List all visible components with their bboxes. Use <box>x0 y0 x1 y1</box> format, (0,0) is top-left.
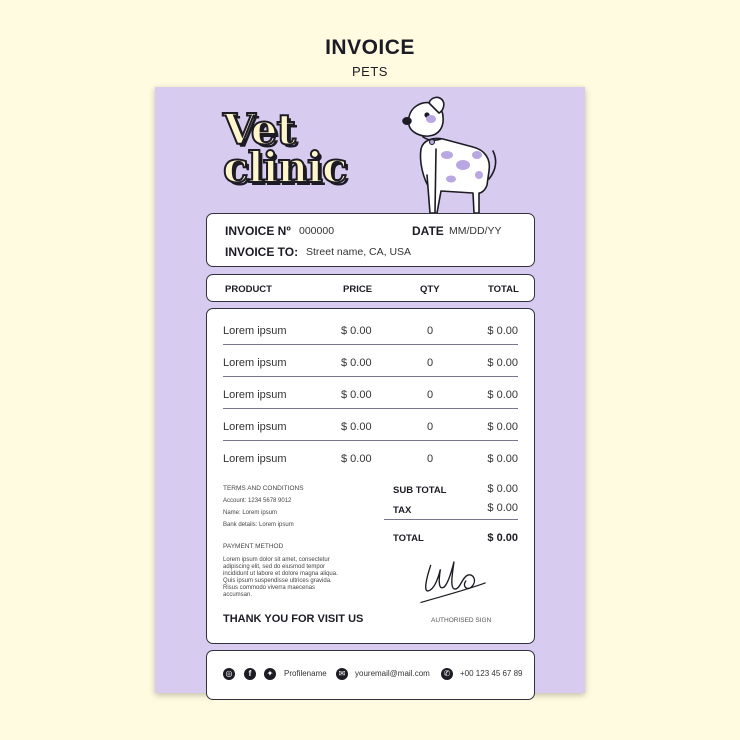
row-total: $ 0.00 <box>487 453 518 465</box>
signature-mark <box>417 557 495 607</box>
clinic-title-line2: clinic <box>223 143 347 192</box>
invoice-number-value: 000000 <box>299 225 335 237</box>
invoice-number-label: INVOICE Nº <box>225 224 291 238</box>
row-qty: 0 <box>427 421 434 433</box>
tax-label: TAX <box>393 505 412 516</box>
row-total: $ 0.00 <box>487 357 518 369</box>
row-product: Lorem ipsum <box>223 325 287 337</box>
row-product: Lorem ipsum <box>223 421 287 433</box>
table-row <box>223 313 518 345</box>
column-header-qty: QTY <box>420 284 440 295</box>
terms-heading: TERMS AND CONDITIONS <box>223 485 304 492</box>
page-title: INVOICE <box>325 36 415 59</box>
mail-icon: ✉ <box>336 668 348 680</box>
row-price: $ 0.00 <box>341 325 372 337</box>
totals-divider <box>384 519 518 520</box>
total-value: $ 0.00 <box>487 532 518 544</box>
facebook-icon[interactable]: f <box>244 668 256 680</box>
row-qty: 0 <box>427 325 434 337</box>
row-total: $ 0.00 <box>487 389 518 401</box>
payment-text: Lorem ipsum dolor sit amet, consectetur adipiscing elit, sed do eiusmod tempor incididunt ut labore et dolore magna aliqua. Quis ipsum suspendisse ultrices gravida. Risus commodo viverra maecenas accumsan. <box>223 557 338 598</box>
twitter-icon[interactable]: ✦ <box>264 668 276 680</box>
dog-illustration <box>401 95 506 215</box>
terms-name: Name: Lorem ipsum <box>223 510 278 516</box>
row-price: $ 0.00 <box>341 453 372 465</box>
page-header <box>0 36 740 79</box>
email-address[interactable]: youremail@mail.com <box>355 669 430 678</box>
row-total: $ 0.00 <box>487 421 518 433</box>
contact-footer-card <box>206 650 535 700</box>
tax-value: $ 0.00 <box>487 502 518 514</box>
column-header-total: TOTAL <box>488 284 519 295</box>
row-total: $ 0.00 <box>487 325 518 337</box>
thank-you-message: THANK YOU FOR VISIT US <box>223 613 364 625</box>
column-header-price: PRICE <box>343 284 373 295</box>
invoice-to-label: INVOICE TO: <box>225 245 299 259</box>
date-label: DATE <box>412 224 444 238</box>
instagram-icon[interactable]: ◎ <box>223 668 235 680</box>
phone-icon: ✆ <box>441 668 453 680</box>
terms-bank: Bank details: Lorem ipsum <box>223 522 294 528</box>
row-price: $ 0.00 <box>341 421 372 433</box>
row-product: Lorem ipsum <box>223 389 287 401</box>
clinic-title <box>223 105 347 192</box>
profile-name[interactable]: Profilename <box>284 669 327 678</box>
subtotal-label: SUB TOTAL <box>393 485 447 496</box>
terms-account: Account: 1234 5678 9012 <box>223 498 292 504</box>
phone-number[interactable]: +00 123 45 67 89 <box>460 669 523 678</box>
row-qty: 0 <box>427 453 434 465</box>
invoice-meta-card <box>206 213 535 267</box>
invoice-to-value: Street name, CA, USA <box>306 246 412 258</box>
row-product: Lorem ipsum <box>223 453 287 465</box>
clinic-title-line1: Vet <box>223 105 295 154</box>
invoice-sheet <box>155 87 585 693</box>
subtotal-value: $ 0.00 <box>487 483 518 495</box>
row-price: $ 0.00 <box>341 357 372 369</box>
date-value: MM/DD/YY <box>449 225 502 237</box>
signature-label: AUTHORISED SIGN <box>431 617 492 624</box>
row-qty: 0 <box>427 389 434 401</box>
table-header-card <box>206 274 535 302</box>
payment-heading: PAYMENT METHOD <box>223 543 284 550</box>
row-product: Lorem ipsum <box>223 357 287 369</box>
table-row <box>223 441 518 473</box>
invoice-body-card <box>206 308 535 644</box>
row-qty: 0 <box>427 357 434 369</box>
column-header-product: PRODUCT <box>225 284 272 295</box>
table-row <box>223 377 518 409</box>
table-row <box>223 409 518 441</box>
table-row <box>223 345 518 377</box>
total-label: TOTAL <box>393 533 424 544</box>
row-price: $ 0.00 <box>341 389 372 401</box>
page-subtitle: PETS <box>352 64 388 79</box>
